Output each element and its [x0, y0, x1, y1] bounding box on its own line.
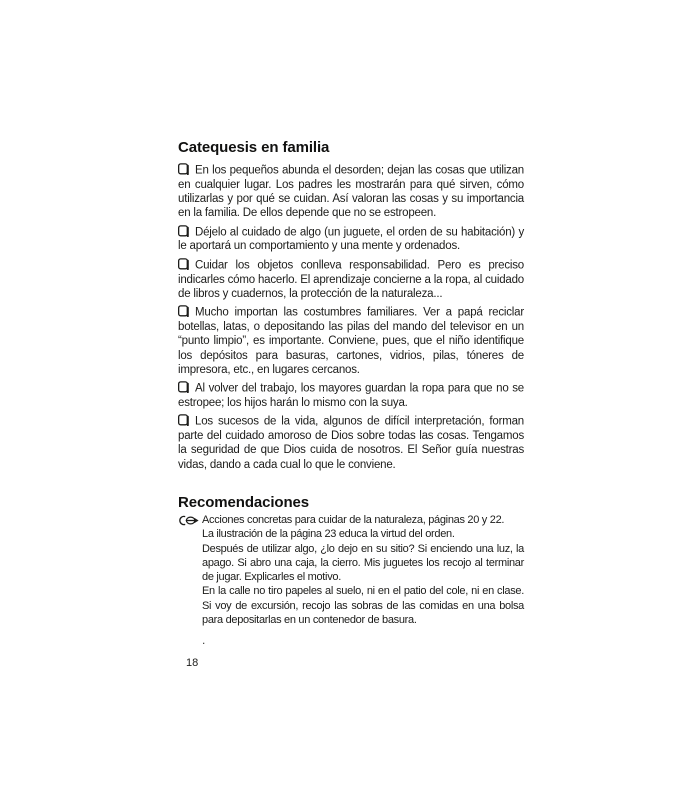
open-checkbox-icon: [178, 163, 189, 175]
section-catequesis-en-familia: [178, 139, 524, 476]
section-heading: Catequesis en familia: [178, 139, 330, 156]
paragraph-text: En los pequeños abunda el desorden; dejan las cosas que utilizan en cualquier lugar. Los padres les mostrarán para qué sirven, cómo utilizarlas y por qué se cuidan. Así valoran las cosas y su importancia en la familia. De ellos depende que no se estropeen.: [178, 164, 524, 220]
paragraph: [178, 225, 524, 254]
page-number: 18: [186, 657, 199, 669]
recommendations-list: [178, 513, 524, 627]
recommendation-text: Acciones concretas para cuidar de la naturaleza, páginas 20 y 22.: [202, 514, 505, 526]
open-checkbox-icon: [178, 305, 189, 317]
paragraph: [178, 258, 524, 301]
open-checkbox-icon: [178, 258, 189, 270]
recommendation-text: Después de utilizar algo, ¿lo dejo en su sitio? Si enciendo una luz, la apago. Si abro una caja, la cierro. Mis juguetes los recojo al terminar de jugar. Explicarles el motivo.: [202, 542, 524, 584]
paragraph: [178, 381, 524, 410]
recommendation-text: En la calle no tiro papeles al suelo, ni en el patio del cole, ni en clase. Si voy de excursión, recojo las sobras de las comidas en una bolsa para depositarlas en un contenedor de basura.: [202, 585, 524, 627]
open-checkbox-icon: [178, 381, 189, 393]
section-recomendaciones: [178, 494, 524, 627]
paragraph-text: Cuidar los objetos conlleva responsabilidad. Pero es preciso indicarles cómo hacerlo. El aprendizaje concierne a la ropa, al cuidado de libros y cuadernos, la protección de la naturaleza...: [178, 259, 524, 300]
paragraph-text: Mucho importan las costumbres familiares. Ver a papá reciclar botellas, latas, o depositando las pilas del mando del televisor en un “punto limpio”, es importante. Conviene, pues, que el niño identifique los depósitos para basuras, cartones, vidrios, pilas, tóneres de impresora, etc., en lugares cercanos.: [178, 306, 524, 376]
recommendation-text: La ilustración de la página 23 educa la virtud del orden.: [202, 528, 455, 541]
open-checkbox-icon: [178, 414, 189, 426]
paragraph-text: Al volver del trabajo, los mayores guardan la ropa para que no se estropee; los hijos harán lo mismo con la suya.: [178, 382, 524, 409]
stray-period: .: [202, 633, 206, 647]
paragraph: [178, 305, 524, 377]
paragraph-text: Los sucesos de la vida, algunos de difícil interpretación, forman parte del cuidado amoroso de Dios sobre todas las cosas. Tengamos la seguridad de que Dios cuida de nosotros. El Señor guía nuestras vidas, dando a cada cual lo que le conviene.: [178, 415, 524, 471]
section-heading: Recomendaciones: [178, 494, 310, 511]
paragraph: [178, 414, 524, 472]
paragraph-text: Déjelo al cuidado de algo (un juguete, el orden de su habitación) y le aportará un comportamiento y una mente y ordenados.: [178, 226, 524, 253]
open-checkbox-icon: [178, 225, 189, 237]
arrow-through-circle-icon: [178, 515, 199, 526]
paragraph: [178, 163, 524, 221]
